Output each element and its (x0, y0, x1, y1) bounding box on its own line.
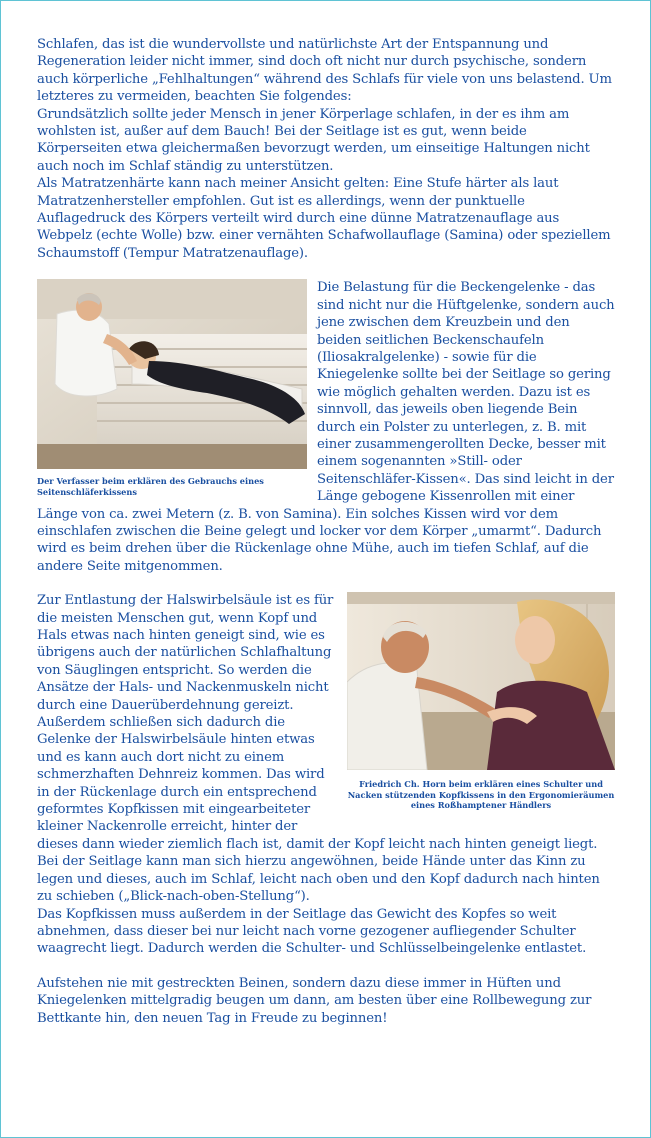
paragraph-cervical-spine: Zur Entlastung der Halswirbelsäule ist es für die meisten Menschen gut, wenn Kopf und Hals etwas nach hinten geneigt sind, wie es übrigens auch der natürlichen Schlafhaltung von Säuglingen entspricht. So werden die Ansätze der Hals- und Nackenmuskeln nicht durch eine Dauerüberdehnung gereizt. Außerdem schließen sich dadurch die Gelenke der Halswirbelsäule hinten etwas und es kann auch dort nicht zu einem schmerzhaften Dehnreiz kommen. Das wird in der Rückenlage durch ein entsprechend geformtes Kopfkissen mit eingearbeiteter kleiner Nackenrolle erreicht, hinter der dieses dann wieder ziemlich flach ist, damit der Kopf leicht nach hinten geneigt liegt. Bei der Seitlage kann man sich hierzu angewöhnen, beide Hände unter das Kinn zu legen und dieses, auch im Schlaf, leicht nach oben und den Kopf dadurch nach hinten zu schieben („Blick-nach-oben-Stellung“). (37, 593, 600, 905)
paragraph-pillow-weight: Das Kopfkissen muss außerdem in der Seitlage das Gewicht des Kopfes so weit abnehmen, dass dieser bei nur leicht nach vorne gezogener aufliegender Schulter waagrecht liegt. Dadurch werden die Schulter- und Schlüsselbeingelenke entlastet. (37, 906, 587, 957)
photo-side-sleeper-image (37, 279, 307, 469)
spacer (37, 262, 615, 279)
caption-neck-pillow: Friedrich Ch. Horn beim erklären eines Schulter und Nacken stützenden Kopfkissens in den Ergonomieräumen eines Roßhamptener Händlers (347, 779, 615, 811)
figure-side-sleeper (37, 279, 307, 497)
paragraph-intro: Schlafen, das ist die wundervollste und natürlichste Art der Entspannung und Regeneration leider nicht immer, sind doch oft nicht nur durch psychische, sondern auch körperliche „Fehlhaltungen“ während des Schlafs für viele von uns belastend. Um letzteres zu vermeiden, beachten Sie folgendes: (37, 37, 612, 105)
caption-side-sleeper: Der Verfasser beim erklären des Gebrauchs eines Seitenschläferkissens (37, 476, 264, 497)
figure-neck-pillow (347, 592, 615, 811)
paragraph-body-position: Grundsätzlich sollte jeder Mensch in jener Körperlage schlafen, in der es ihm am wohlsten ist, außer auf dem Bauch! Bei der Seitlage ist es gut, wenn beide Körperseiten etwa gleichermaßen bevorzugt werden, um einseitige Haltungen nicht auch noch im Schlaf ständig zu unterstützen. (37, 106, 590, 174)
photo-neck-pillow-image (347, 592, 615, 770)
article (37, 36, 615, 1027)
spacer (37, 958, 615, 975)
paragraph-getting-up: Aufstehen nie mit gestreckten Beinen, sondern dazu diese immer in Hüften und Kniegelenken mittelgradig beugen um dann, am besten über eine Rollbewegung zur Bettkante hin, den neuen Tag in Freude zu beginnen! (37, 975, 592, 1026)
paragraph-mattress: Als Matratzenhärte kann nach meiner Ansicht gelten: Eine Stufe härter als laut Matratzenhersteller empfohlen. Gut ist es allerdings, wenn der punktuelle Auflagedruck des Körpers verteilt wird durch eine dünne Matratzenauflage aus Webpelz (echte Wolle) bzw. einer vernähten Schafwollauflage (Samina) oder speziellem Schaumstoff (Tempur Matratzenauflage). (37, 176, 611, 261)
photo-neck-pillow (347, 592, 615, 770)
photo-side-sleeper-pillow (37, 279, 307, 469)
spacer (37, 575, 615, 592)
paragraph-pelvis: Die Belastung für die Beckengelenke - das sind nicht nur die Hüftgelenke, sondern auch jene zwischen dem Kreuzbein und den beiden seitlichen Beckenschaufeln (Iliosakralgelenke) - sowie für die Kniegelenke sollte bei der Seitlage so gering wie möglich gehalten werden. Dazu ist es sinnvoll, das jeweils oben liegende Bein durch ein Polster zu unterlegen, z. B. mit einer zusammengerollten Decke, besser mit einem sogenannten »Still- oder Seitenschläfer-Kissen«. Das sind leicht in der Länge gebogene Kissenrollen mit einer Länge von ca. zwei Metern (z. B. von Samina). Ein solches Kissen wird vor dem einschlafen zwischen die Beine gelegt und locker vor dem Körper „umarmt“. Dadurch wird es beim drehen über die Rückenlage ohne Mühe, auch im tiefen Schlaf, auf die andere Seite mitgenommen. (37, 280, 615, 574)
